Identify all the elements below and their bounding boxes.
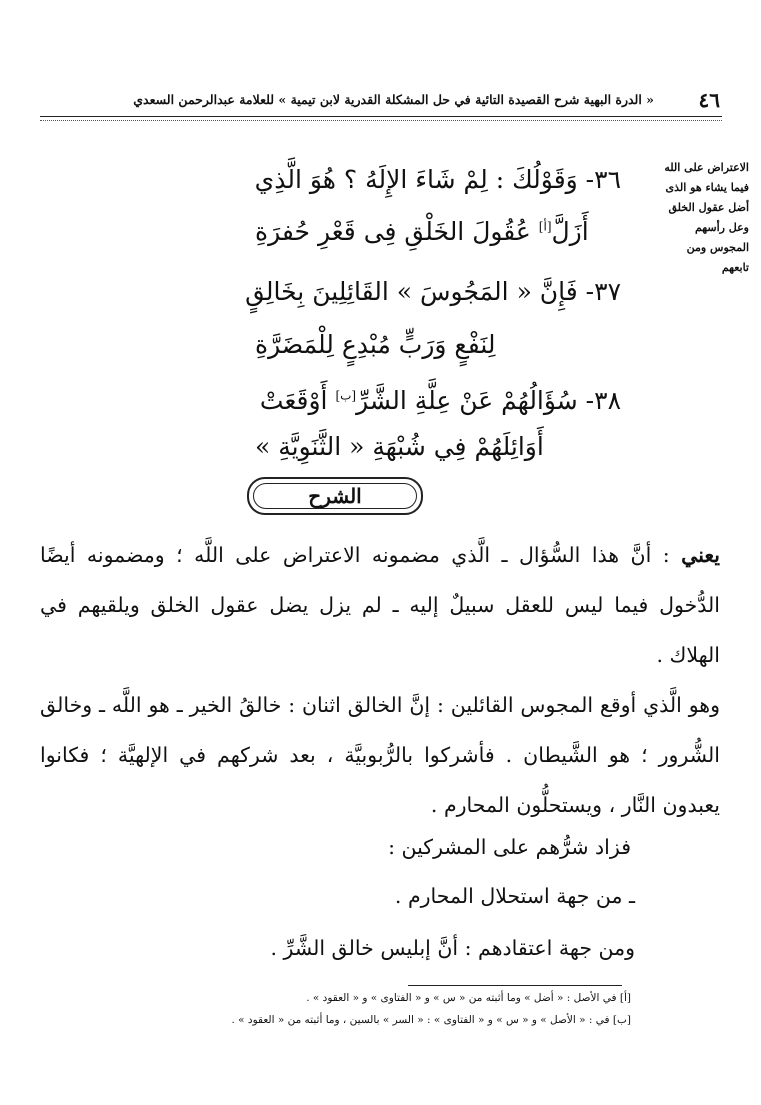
- verse-37-second-hemistich: لِنَفْعٍ وَرَبٍّ مُبْدِعٍ لِلْمَضَرَّةِ: [255, 330, 496, 359]
- explanation-paragraph-2: وهو الَّذي أوقع المجوس القائلين : إنَّ الخالق اثنان : خالقُ الخير ـ هو اللَّه ـ وخالق الشُّرور ؛ هو الشَّيطان . فأشركوا بالرُّبوبيَّة ، بعد شركهم في الإلهيَّة ؛ فكانوا يعبدون النَّار ، ويستحلُّون المحارم .: [40, 693, 720, 817]
- section-title: الشرح: [308, 484, 362, 508]
- verse-37-first-hemistich: ٣٧- فَإِنَّ « المَجُوسَ » القَائِلِينَ بِخَالِقٍ: [245, 277, 621, 306]
- header-rule: [40, 116, 722, 117]
- footnote-b: [ب] في : « الأصل » و « س » و « الفتاوى » : « السر » بالسين ، وما أثبته من « العقود » .: [231, 1014, 631, 1026]
- footnote-rule: [408, 985, 622, 986]
- section-title-box: [247, 477, 423, 515]
- margin-note: الاعتراض على الله فيما يشاء هو الذى أضل عقول الخلق وعل رأسهم المجوس ومن تابعهم: [664, 161, 749, 274]
- footnote-marker-a[interactable]: [أ]: [538, 219, 552, 234]
- verse-38-start: ٣٨- سُؤَالُهُمْ عَنْ عِلَّةِ الشَّرِّ: [356, 386, 621, 415]
- verse-36-second-hemistich: [255, 217, 589, 246]
- footnote-marker-b[interactable]: [ب]: [335, 388, 357, 403]
- verse-38-first-hemistich: [260, 386, 621, 415]
- verse-36-start: أَزَلَّ: [551, 217, 589, 246]
- verse-36-rest: عُقُولَ الخَلْقِ فِى قَعْرِ حُفرَةِ: [255, 217, 531, 246]
- verse-36-first-hemistich: ٣٦- وَقَوْلُكَ : لِمْ شَاءَ الإِلَهُ ؟ هُوَ الَّذِي: [254, 165, 621, 194]
- page-number: ٤٦: [698, 88, 720, 112]
- explanation-paragraph-1: [40, 530, 720, 680]
- explanation-line-3: ومن جهة اعتقادهم : أنَّ إبليس خالق الشَّرِّ .: [270, 936, 635, 960]
- explanation-line-1: فزاد شرُّهم على المشركين :: [388, 835, 631, 859]
- footnote-a: [أ] في الأصل : « أضل » وما أثبته من « س » و « الفتاوى » و « العقود » .: [306, 992, 631, 1004]
- verse-38-second-hemistich: أَوَائِلَهُمْ فِي شُبْهَةِ « الثَّنَوِيَّةِ »: [255, 432, 544, 461]
- paragraph-lead-word: يعني: [681, 543, 720, 567]
- verse-38-end: أَوْقَعَتْ: [259, 386, 336, 415]
- running-title: « الدرة البهية شرح القصيدة التائية في حل المشكلة القدرية لابن تيمية » للعلامة عبدالرحمن السعدي: [133, 92, 654, 107]
- paragraph-1-text: : أنَّ هذا السُّؤال ـ الَّذي مضمونه الاعتراض على اللَّه ؛ ومضمونه أيضًا الدُّخول فيما ليس للعقل سبيلٌ إليه ـ لم يزل يضل عقول الخلق ويلقيهم في الهلاك .: [40, 543, 720, 667]
- explanation-line-2: ـ من جهة استحلال المحارم .: [394, 884, 635, 908]
- header-rule-dotted: [40, 120, 722, 121]
- page-header: [40, 88, 720, 114]
